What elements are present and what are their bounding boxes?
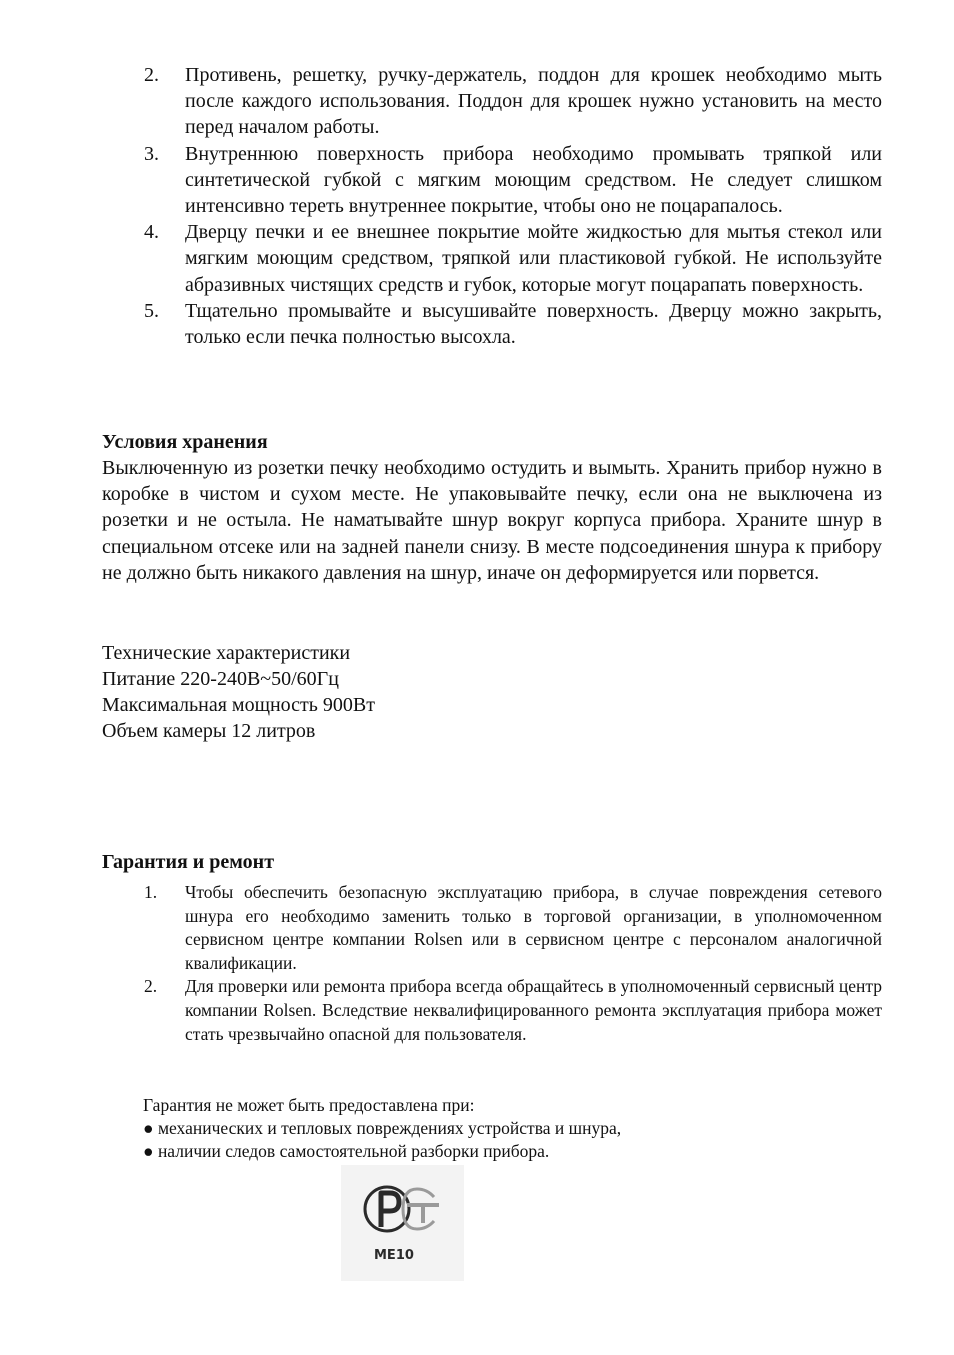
list-item-text: Для проверки или ремонта прибора всегда обращайтесь в уполномоченный сервисный центр компании Rolsen. Вследствие неквалифицированного ремонта эксплуатация прибора может стать чрезвычайно опасной для пользователя. bbox=[185, 976, 882, 1044]
list-item bbox=[140, 975, 882, 1046]
care-instructions-list bbox=[140, 62, 882, 350]
storage-heading: Условия хранения bbox=[102, 431, 268, 453]
specs-title: Технические характеристики bbox=[102, 642, 351, 664]
list-item-number: 2. bbox=[144, 64, 159, 86]
warranty-list bbox=[140, 881, 882, 1046]
warranty-bullet: ● механических и тепловых повреждениях устройства и шнура, bbox=[143, 1118, 622, 1138]
spec-volume: Объем камеры 12 литров bbox=[102, 720, 316, 742]
list-item-text: Противень, решетку, ручку-держатель, поддон для крошек необходимо мыть после каждого использования. Поддон для крошек нужно установить на место перед началом работы. bbox=[185, 64, 882, 139]
rst-mark-icon bbox=[341, 1165, 464, 1281]
list-item-text: Тщательно промывайте и высушивайте поверхность. Дверцу можно закрыть, только если печка полностью высохла. bbox=[185, 299, 882, 349]
list-item bbox=[140, 881, 882, 975]
warranty-bullet: ● наличии следов самостоятельной разборки прибора. bbox=[143, 1141, 550, 1161]
list-item-number: 5. bbox=[144, 299, 159, 322]
list-item-text: Внутреннюю поверхность прибора необходимо промывать тряпкой или синтетической губкой с мягким моющим средством. Не следует слишком интенсивно тереть внутреннее покрытие, чтобы оно не поцарапалось. bbox=[185, 142, 882, 218]
warranty-note-intro: Гарантия не может быть предоставлена при: bbox=[143, 1095, 475, 1115]
list-item-number: 1. bbox=[144, 882, 158, 902]
list-item bbox=[140, 62, 882, 141]
list-item bbox=[140, 219, 882, 298]
list-item-text: Дверцу печки и ее внешнее покрытие мойте жидкостью для мытья стекол или мягким моющим средством, тряпкой или пластиковой губкой. Не используйте абразивных чистящих средств и губок, которые могут поцарапать поверхность. bbox=[185, 221, 882, 296]
warranty-heading: Гарантия и ремонт bbox=[102, 851, 275, 873]
certification-mark-logo bbox=[341, 1165, 464, 1281]
list-item-number: 3. bbox=[144, 142, 159, 165]
list-item-text: Чтобы обеспечить безопасную эксплуатацию прибора, в случае повреждения сетевого шнура его необходимо заменить только в торговой организации, в уполномоченном сервисном центре компании Rolsen или в сервисном центре с персоналом аналогичной квалификации. bbox=[185, 882, 882, 973]
storage-paragraph: Выключенную из розетки печку необходимо остудить и вымыть. Хранить прибор нужно в коробке в чистом и сухом месте. Не упаковывайте печку, если она не выключена из розетки и не остыла. Не наматывайте шнур вокруг корпуса прибора. Храните шнур в специальном отсеке или на задней панели снизу. В месте подсоединения шнура к прибору не должно быть никакого давления на шнур, иначе он деформируется или порвется. bbox=[102, 457, 882, 584]
list-item bbox=[140, 141, 882, 220]
spec-power-supply: Питание 220-240В~50/60Гц bbox=[102, 668, 339, 690]
list-item bbox=[140, 298, 882, 350]
list-item-number: 4. bbox=[144, 221, 159, 244]
spec-max-power: Максимальная мощность 900Вт bbox=[102, 694, 375, 716]
certification-code: МЕ10 bbox=[374, 1248, 414, 1263]
list-item-number: 2. bbox=[144, 976, 158, 997]
